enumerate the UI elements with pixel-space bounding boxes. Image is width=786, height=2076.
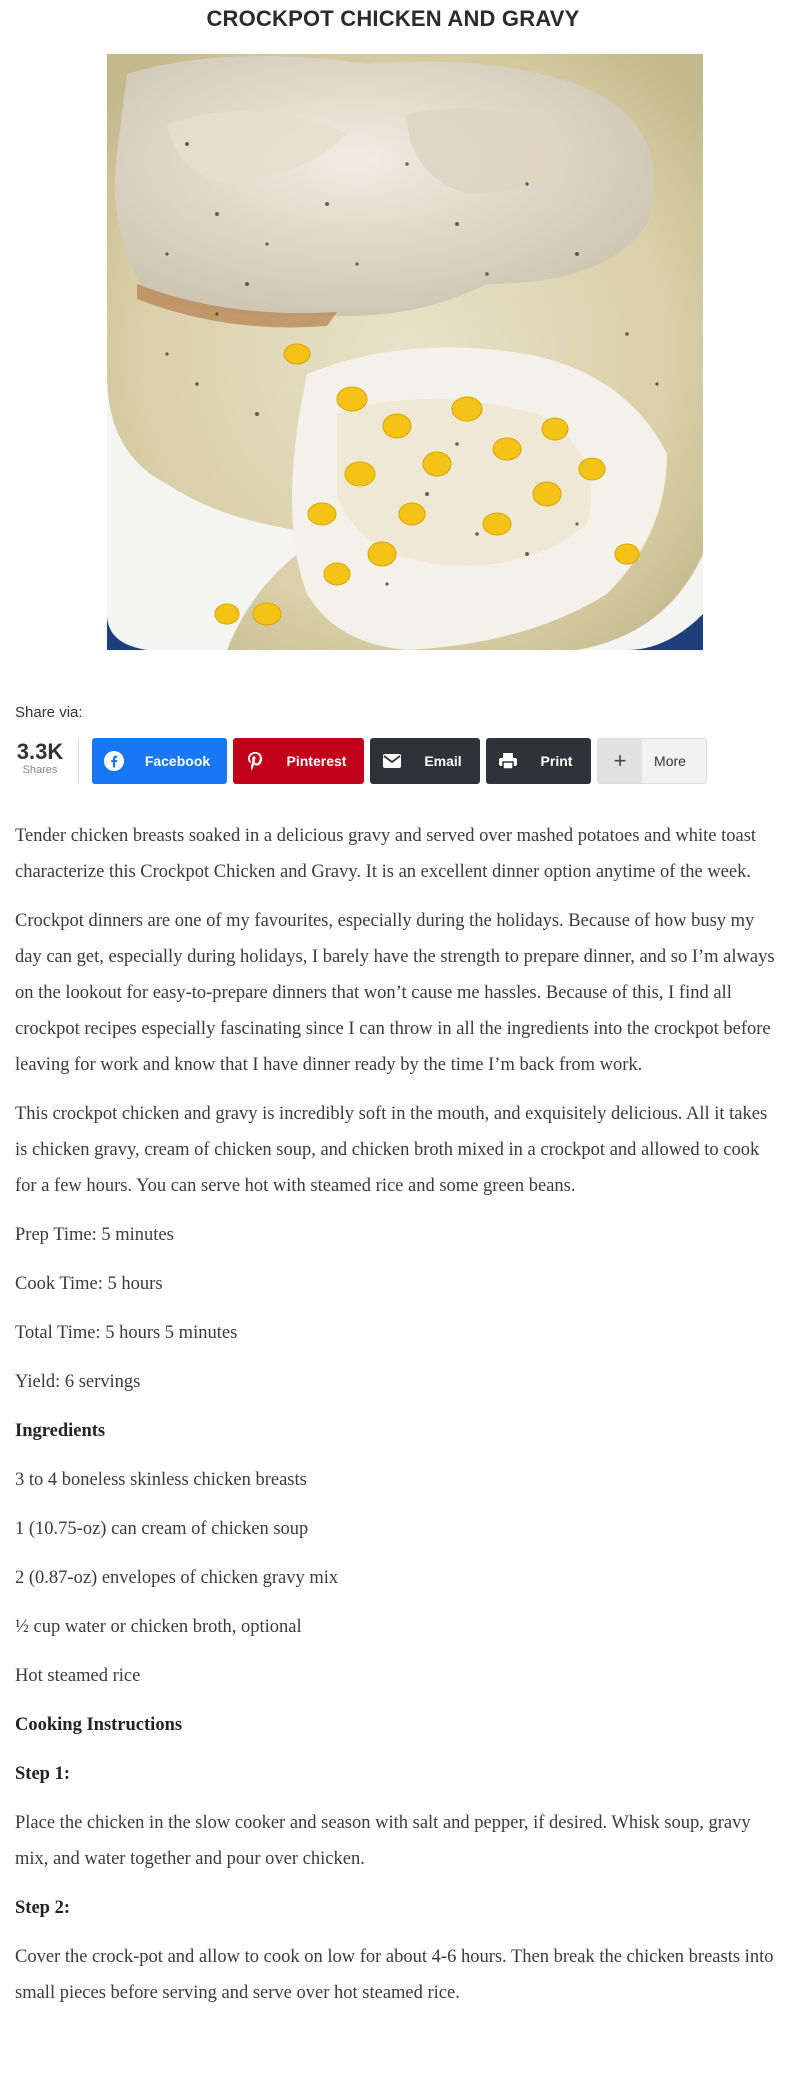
facebook-share-button[interactable] [92, 738, 227, 784]
step-1-text: Place the chicken in the slow cooker and season with salt and pepper, if desired. Whisk soup, gravy mix, and water together and pour over chicken. [15, 1813, 751, 1869]
share-divider [78, 738, 79, 784]
step-1-label: Step 1: [15, 1764, 70, 1784]
prep-time: Prep Time: 5 minutes [15, 1225, 174, 1245]
ingredient-item: 1 (10.75-oz) can cream of chicken soup [15, 1519, 309, 1539]
facebook-icon [92, 738, 136, 784]
ingredient-item: ½ cup water or chicken broth, optional [15, 1617, 302, 1637]
print-button[interactable] [486, 738, 591, 784]
pinterest-share-button[interactable] [233, 738, 364, 784]
print-label: Print [540, 753, 573, 769]
share-count [15, 740, 65, 776]
ingredient-item: Hot steamed rice [15, 1666, 141, 1686]
envelope-icon [370, 738, 414, 784]
more-share-button[interactable] [597, 738, 707, 784]
facebook-label: Facebook [144, 753, 211, 769]
share-count-label: Shares [22, 764, 58, 776]
pinterest-label: Pinterest [286, 753, 347, 769]
plus-icon: + [598, 738, 642, 784]
share-count-number: 3.3K [16, 739, 64, 764]
page-title: CROCKPOT CHICKEN AND GRAVY [206, 6, 580, 31]
step-2-label: Step 2: [15, 1898, 70, 1918]
ingredients-heading: Ingredients [15, 1421, 106, 1441]
total-time: Total Time: 5 hours 5 minutes [15, 1323, 238, 1343]
printer-icon [486, 738, 530, 784]
article-body [15, 818, 783, 2024]
share-via-label: Share via: [15, 704, 83, 721]
intro-paragraph-2: Crockpot dinners are one of my favourites, especially during the holidays. Because of how busy my day can get, especially during holidays, I barely have the strength to prepare dinner, and so I’m always on the lookout for easy-to-prepare dinners that won’t cause me hassles. Because of this, I find all crockpot recipes especially fascinating since I can throw in all the ingredients into the crockpot before leaving for work and know that I have dinner ready by the time I’m back from work. [15, 911, 775, 1075]
step-2-text: Cover the crock-pot and allow to cook on low for about 4-6 hours. Then break the chicken breasts into small pieces before serving and serve over hot steamed rice. [15, 1947, 774, 2003]
recipe-photo [107, 54, 703, 650]
intro-paragraph-1: Tender chicken breasts soaked in a delicious gravy and served over mashed potatoes and white toast characterize this Crockpot Chicken and Gravy. It is an excellent dinner option anytime of the week. [15, 826, 757, 882]
pinterest-icon [233, 738, 277, 784]
chicken-gravy-image [107, 54, 703, 650]
ingredient-item: 2 (0.87-oz) envelopes of chicken gravy mix [15, 1568, 339, 1588]
more-label: More [654, 753, 686, 769]
email-label: Email [424, 753, 462, 769]
yield: Yield: 6 servings [15, 1372, 141, 1392]
instructions-heading: Cooking Instructions [15, 1715, 183, 1735]
intro-paragraph-3: This crockpot chicken and gravy is incredibly soft in the mouth, and exquisitely delicious. All it takes is chicken gravy, cream of chicken soup, and chicken broth mixed in a crockpot and allowed to cook for a few hours. You can serve hot with steamed rice and some green beans. [15, 1104, 768, 1196]
cook-time: Cook Time: 5 hours [15, 1274, 163, 1294]
email-share-button[interactable] [370, 738, 480, 784]
ingredient-item: 3 to 4 boneless skinless chicken breasts [15, 1470, 307, 1490]
